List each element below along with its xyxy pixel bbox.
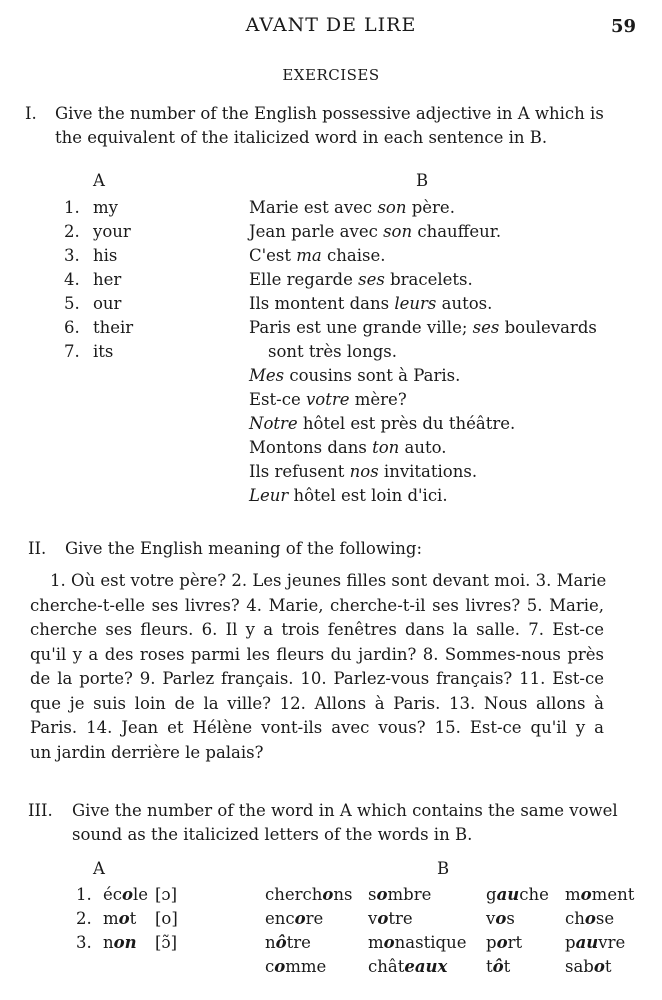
plain-text: père.: [406, 198, 455, 217]
list-item-word: our: [93, 294, 122, 313]
italic-text: ô: [492, 957, 504, 976]
plain-text: t: [503, 957, 511, 976]
vocab-word: [565, 883, 634, 907]
plain-text: n: [103, 933, 114, 952]
plain-text: Ils montent dans: [249, 294, 395, 313]
plain-text: m: [565, 885, 581, 904]
vocab-word: [565, 955, 612, 979]
exercise-2-numeral: II.: [28, 539, 47, 558]
page-number: 59: [611, 16, 637, 37]
sentence: [249, 412, 515, 436]
exercise-1-instruction-line-1: Give the number of the English possessive adjective in A which is: [55, 104, 604, 123]
italic-text: Mes: [249, 366, 285, 385]
italic-text: au: [575, 933, 599, 952]
exercise-1-column-a-header: A: [93, 171, 105, 190]
exercise-1-instruction-line-2: the equivalent of the italicized word in each sentence in B.: [55, 128, 548, 147]
plain-text: sont très longs.: [268, 342, 398, 361]
vocab-word: [486, 955, 510, 979]
plain-text: p: [486, 933, 497, 952]
plain-text: ch: [565, 909, 585, 928]
plain-text: cousins sont à Paris.: [284, 366, 461, 385]
list-item-word: [103, 907, 136, 931]
vocab-word: [486, 907, 515, 931]
plain-text: mbre: [387, 885, 432, 904]
plain-text: chât: [368, 957, 405, 976]
italic-text: Leur: [249, 486, 289, 505]
italic-text: o: [584, 909, 596, 928]
plain-text: v: [486, 909, 496, 928]
paragraph-line: qu'il y a des roses parmi les fleurs du jardin? 8. Sommes-nous près: [30, 644, 604, 664]
vocab-word: [565, 931, 625, 955]
plain-text: hôtel est loin d'ici.: [288, 486, 448, 505]
sentence: [249, 364, 460, 388]
italic-text: leurs: [394, 294, 437, 313]
plain-text: vre: [598, 933, 626, 952]
plain-text: c: [265, 957, 275, 976]
plain-text: Elle regarde: [249, 270, 359, 289]
plain-text: mère?: [349, 390, 407, 409]
italic-text: o: [294, 909, 306, 928]
italic-text: eaux: [404, 957, 448, 976]
sentence: [249, 292, 492, 316]
plain-text: ns: [333, 885, 353, 904]
paragraph-line: Paris. 14. Jean et Hélène vont-ils avec vous? 15. Est-ce qu'il y a: [30, 718, 604, 737]
plain-text: m: [368, 933, 384, 952]
paragraph-line: que je suis loin de la ville? 12. Allons à Paris. 13. Nous allons à: [30, 693, 604, 713]
plain-text: Montons dans: [249, 438, 373, 457]
plain-text: t: [129, 909, 137, 928]
list-number: 5.: [64, 294, 80, 313]
italic-text: o: [122, 885, 134, 904]
plain-text: Est-ce: [249, 390, 306, 409]
exercise-3-instruction-line-2: sound as the italicized letters of the words in B.: [72, 825, 473, 844]
list-number: 2.: [64, 222, 80, 241]
plain-text: autos.: [436, 294, 493, 313]
plain-text: cherch: [265, 885, 323, 904]
vocab-word: [265, 931, 311, 955]
plain-text: rt: [507, 933, 523, 952]
vocab-word: [368, 955, 447, 979]
list-number: 4.: [64, 270, 80, 289]
exercise-3-column-b-header: B: [437, 859, 450, 878]
sentence: [249, 220, 501, 244]
italic-text: o: [495, 909, 507, 928]
italic-text: ses: [358, 270, 385, 289]
italic-text: ma: [296, 246, 322, 265]
exercise-3-numeral: III.: [28, 801, 53, 820]
italic-text: on: [113, 933, 137, 952]
list-number: 1.: [76, 885, 92, 904]
vocab-word: [265, 907, 323, 931]
list-item-word: its: [93, 342, 114, 361]
sentence: [268, 340, 397, 364]
list-item-word: their: [93, 318, 134, 337]
list-number: 6.: [64, 318, 80, 337]
exercise-1-numeral: I.: [25, 104, 37, 123]
list-number: 3.: [76, 933, 92, 952]
paragraph-line: cherche ses fleurs. 6. Il y a trois fenêtres dans la salle. 7. Est-ce: [30, 620, 604, 639]
exercise-3-column-a-header: A: [93, 859, 105, 878]
italic-text: o: [496, 933, 508, 952]
italic-text: o: [580, 885, 592, 904]
italic-text: ton: [372, 438, 400, 457]
plain-text: auto.: [399, 438, 447, 457]
plain-text: ment: [591, 885, 635, 904]
plain-text: n: [265, 933, 276, 952]
exercise-1-column-b-header: B: [416, 171, 429, 190]
plain-text: tre: [388, 909, 413, 928]
sentence: [249, 436, 447, 460]
italic-text: au: [496, 885, 520, 904]
plain-text: g: [486, 885, 497, 904]
list-item-word: [103, 931, 137, 955]
plain-text: v: [368, 909, 378, 928]
italic-text: o: [383, 933, 395, 952]
vocab-word: [368, 907, 413, 931]
plain-text: Paris est une grande ville;: [249, 318, 473, 337]
list-item-word: your: [93, 222, 131, 241]
phonetic-symbol: [ɔ̃]: [155, 933, 178, 952]
italic-text: o: [593, 957, 605, 976]
plain-text: C'est: [249, 246, 297, 265]
plain-text: se: [595, 909, 615, 928]
plain-text: enc: [265, 909, 295, 928]
plain-text: Jean parle avec: [249, 222, 384, 241]
vocab-word: [486, 883, 549, 907]
plain-text: chauffeur.: [412, 222, 502, 241]
plain-text: éc: [103, 885, 123, 904]
italic-text: o: [118, 909, 130, 928]
plain-text: boulevards: [499, 318, 597, 337]
section-title: EXERCISES: [282, 66, 380, 84]
plain-text: invitations.: [378, 462, 478, 481]
italic-text: nos: [349, 462, 379, 481]
vocab-word: [265, 883, 353, 907]
list-number: 3.: [64, 246, 80, 265]
phonetic-symbol: [o]: [155, 909, 178, 928]
sentence: [249, 484, 448, 508]
vocab-word: [486, 931, 522, 955]
italic-text: o: [376, 885, 388, 904]
plain-text: t: [486, 957, 493, 976]
paragraph-line: cherche-t-elle ses livres? 4. Marie, cherche-t-il ses livres? 5. Marie,: [30, 595, 604, 615]
plain-text: le: [133, 885, 149, 904]
paragraph-line: de la porte? 9. Parlez français. 10. Parlez-vous français? 11. Est-ce: [30, 669, 604, 688]
vocab-word: [565, 907, 614, 931]
list-number: 7.: [64, 342, 80, 361]
italic-text: ô: [275, 933, 287, 952]
plain-text: nastique: [394, 933, 467, 952]
phonetic-symbol: [ɔ]: [155, 885, 178, 904]
plain-text: sab: [565, 957, 594, 976]
plain-text: hôtel est près du théâtre.: [297, 414, 516, 433]
list-number: 1.: [64, 198, 80, 217]
plain-text: bracelets.: [384, 270, 473, 289]
italic-text: o: [322, 885, 334, 904]
list-item-word: his: [93, 246, 118, 265]
plain-text: mme: [285, 957, 327, 976]
plain-text: che: [519, 885, 549, 904]
sentence: [249, 460, 477, 484]
sentence: [249, 316, 597, 340]
plain-text: p: [565, 933, 576, 952]
plain-text: tre: [286, 933, 311, 952]
plain-text: s: [506, 909, 515, 928]
vocab-word: [368, 883, 431, 907]
sentence: [249, 388, 407, 412]
sentence: [249, 196, 455, 220]
list-item-word: my: [93, 198, 118, 217]
italic-text: o: [377, 909, 389, 928]
sentence: [249, 244, 385, 268]
exercise-2-instruction: Give the English meaning of the following:: [65, 539, 422, 558]
paragraph-line: 1. Où est votre père? 2. Les jeunes filles sont devant moi. 3. Marie: [50, 571, 607, 590]
italic-text: o: [274, 957, 286, 976]
plain-text: Ils refusent: [249, 462, 350, 481]
paragraph-line: un jardin derrière le palais?: [30, 742, 264, 762]
list-item-word: [103, 883, 148, 907]
list-item-word: her: [93, 270, 122, 289]
exercise-3-instruction-line-1: Give the number of the word in A which contains the same vowel: [72, 801, 618, 820]
plain-text: re: [305, 909, 324, 928]
plain-text: Marie est avec: [249, 198, 378, 217]
plain-text: t: [604, 957, 612, 976]
sentence: [249, 268, 473, 292]
italic-text: son: [383, 222, 413, 241]
italic-text: son: [377, 198, 407, 217]
plain-text: chaise.: [321, 246, 386, 265]
vocab-word: [368, 931, 466, 955]
italic-text: Notre: [249, 414, 298, 433]
plain-text: m: [103, 909, 119, 928]
italic-text: ses: [472, 318, 500, 337]
italic-text: votre: [305, 390, 350, 409]
plain-text: s: [368, 885, 377, 904]
list-number: 2.: [76, 909, 92, 928]
vocab-word: [265, 955, 326, 979]
running-head: AVANT DE LIRE: [245, 14, 417, 36]
